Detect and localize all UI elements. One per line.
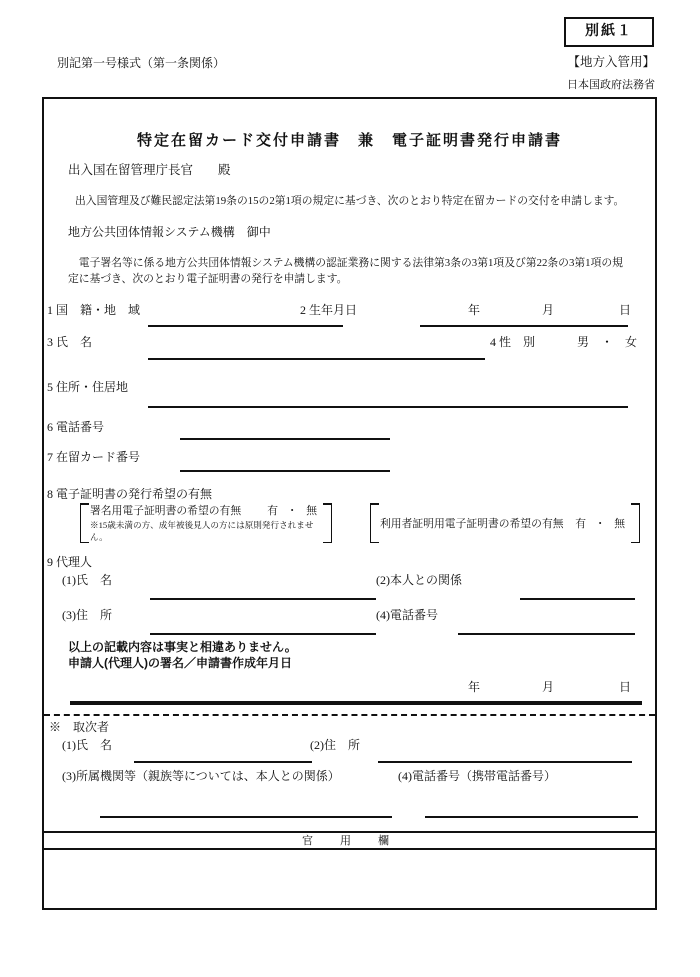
field-phone-line[interactable] [180,438,390,440]
proxy-phone-label: (4)電話番号 [376,608,438,622]
field-cert-request-label: 8 電子証明書の発行希望の有無 [47,487,213,501]
agent-org-label: (3)所属機関等（親族等については、本人との関係） [62,769,340,783]
signature-cert-label: 署名用電子証明書の希望の有無 [90,505,242,517]
field-residence-card-line[interactable] [180,470,390,472]
addressee-immigration: 出入国在留管理庁長官 殿 [68,163,231,177]
agent-name-line[interactable] [134,761,312,763]
signature-year-unit: 年 [468,680,481,694]
proxy-address-line[interactable] [150,633,376,635]
bracket-open-icon [370,503,379,543]
agent-phone-label: (4)電話番号（携帯電話番号） [398,769,556,783]
ministry-label: 日本国政府法務省 [567,79,655,91]
form-title: 特定在留カード交付申請書 兼 電子証明書発行申請書 [136,133,562,149]
form-code-label: 別記第一号様式（第一条関係） [57,56,226,70]
user-cert-label: 利用者証明用電子証明書の希望の有無 [380,517,564,530]
field-proxy-label: 9 代理人 [47,555,93,569]
signature-cert-options[interactable]: 有 ・ 無 [267,505,320,517]
attachment-number-box [564,17,654,47]
birthdate-year-unit: 年 [468,303,481,317]
birthdate-day-unit: 日 [619,303,632,317]
official-use-area [44,850,655,908]
field-birthdate-line[interactable] [420,325,628,327]
user-cert-group [370,503,640,543]
official-use-label: 官 用 欄 [302,835,397,847]
field-residence-card-label: 7 在留カード番号 [47,450,141,464]
agent-address-line[interactable] [378,761,632,763]
bracket-open-icon [80,503,89,543]
agent-section-label: ※ 取次者 [49,720,110,734]
office-use-label: 【地方入管用】 [567,55,655,69]
agent-address-label: (2)住 所 [310,738,360,752]
field-sex-label: 4 性 別 [490,335,536,349]
bracket-close-icon [323,503,332,543]
proxy-address-label: (3)住 所 [62,608,112,622]
proxy-phone-line[interactable] [458,633,635,635]
declaration-line2: 申請人(代理人)の署名／申請書作成年月日 [68,656,292,670]
field-sex-options[interactable]: 男 ・ 女 [577,335,638,349]
bracket-close-icon [631,503,640,543]
agent-org-line[interactable] [100,816,392,818]
attachment-number-label: 別紙１ [585,24,633,39]
statement-cert: 電子署名等に係る地方公共団体情報システム機構の認証業務に関する法律第3条の3第1項及び第22条の3第1項の規定に基づき、次のとおり電子証明書の発行を申請します。 [68,257,623,286]
statement-card: 出入国管理及び難民認定法第19条の15の2第1項の規定に基づき、次のとおり特定在留カードの交付を申請します。 [75,195,625,207]
signature-line[interactable] [70,701,642,705]
field-name-label: 3 氏 名 [47,335,93,349]
proxy-relation-label: (2)本人との関係 [376,573,462,587]
declaration-line1: 以上の記載内容は事実と相違ありません。 [68,640,297,654]
signature-cert-note: ※15歳未満の方、成年被後見人の方には原則発行されません。 [90,520,314,542]
signature-month-unit: 月 [542,680,555,694]
field-address-label: 5 住所・住居地 [47,380,129,394]
signature-day-unit: 日 [619,680,632,694]
field-nationality-label: 1 国 籍・地 域 [47,303,141,317]
field-nationality-line[interactable] [148,325,343,327]
addressee-jlis: 地方公共団体情報システム機構 御中 [68,225,271,239]
form-body [42,97,657,910]
section-divider-dashed [44,714,655,716]
proxy-name-line[interactable] [150,598,376,600]
proxy-name-label: (1)氏 名 [62,573,112,587]
user-cert-options[interactable]: 有 ・ 無 [575,517,628,530]
official-use-band [44,831,655,850]
proxy-relation-line[interactable] [520,598,635,600]
agent-phone-line[interactable] [425,816,638,818]
birthdate-month-unit: 月 [542,303,555,317]
field-name-line[interactable] [148,358,485,360]
signature-cert-group [80,503,332,543]
field-phone-label: 6 電話番号 [47,420,105,434]
field-birthdate-label: 2 生年月日 [300,303,358,317]
agent-name-label: (1)氏 名 [62,738,112,752]
field-address-line[interactable] [148,406,628,408]
